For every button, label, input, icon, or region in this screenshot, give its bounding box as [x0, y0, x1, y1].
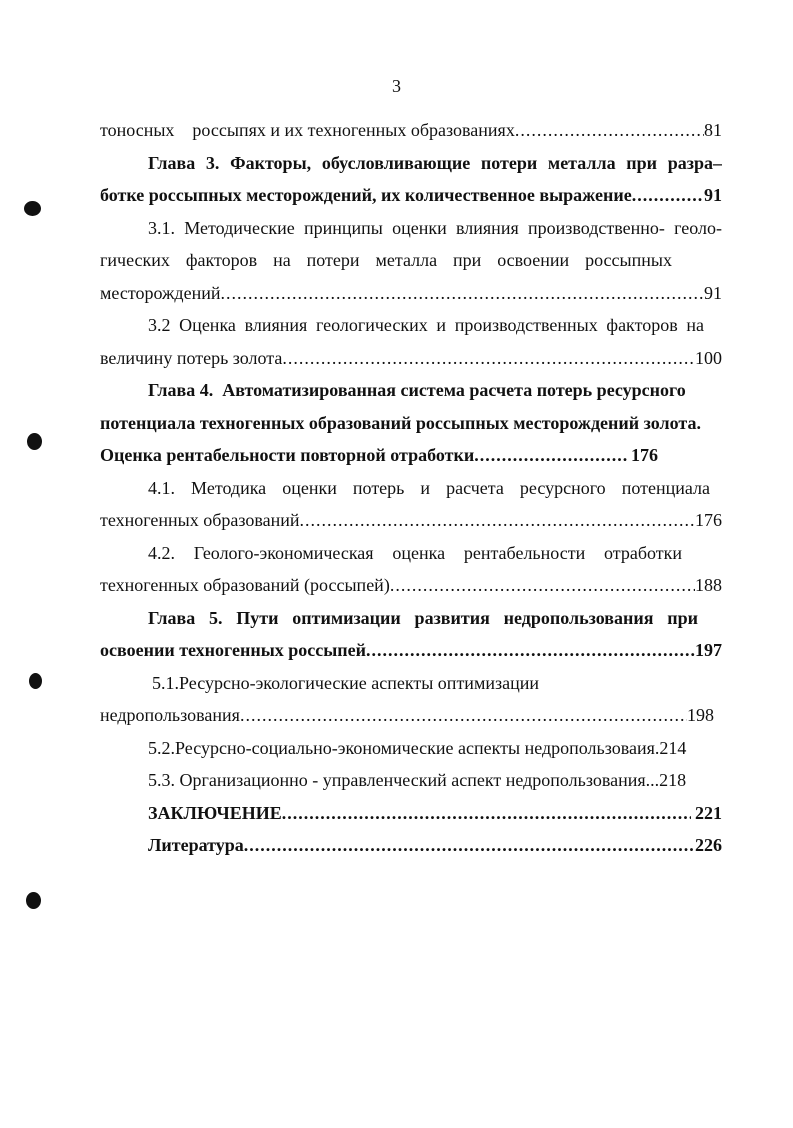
dot-leader: [366, 634, 695, 667]
scan-blot: [27, 433, 42, 450]
section-4-2-end: [100, 569, 722, 602]
section-3-2-end: [100, 342, 722, 375]
table-of-contents: [100, 114, 722, 862]
toc-page-number: 176: [695, 510, 722, 530]
dot-leader: [390, 569, 695, 602]
section-5-1-end: [100, 699, 722, 732]
toc-entry-text: Оценка рентабельности повторной отработки: [100, 445, 475, 465]
chapter-4-heading-cont: потенциала техногенных образований россыпных месторождений золота.: [100, 412, 701, 433]
dot-leader: [474, 439, 626, 472]
toc-entry-text: ЗАКЛЮЧЕНИЕ: [148, 802, 282, 823]
toc-page-number: 81: [704, 120, 722, 140]
toc-page-number: 100: [695, 347, 722, 368]
chapter-5-heading-end: [100, 634, 722, 667]
section-4-2: 4.2. Геолого-экономическая оценка рентабельности отработки: [148, 542, 682, 563]
scan-blot: [29, 673, 42, 689]
chapter-3-heading: Глава 3. Факторы, обусловливающие потери металла при разра–: [148, 152, 722, 173]
section-3-1-cont: гических факторов на потери металла при освоении россыпных: [100, 250, 672, 270]
section-3-1-end: [100, 277, 722, 310]
page-number: 3: [392, 76, 401, 96]
toc-page-number: 188: [695, 575, 722, 595]
chapter-3-heading-end: [100, 179, 722, 212]
toc-page-number: 221: [690, 802, 722, 823]
chapter-5-heading: Глава 5. Пути оптимизации развития недропользования при: [148, 607, 698, 628]
dot-leader: [515, 114, 704, 147]
toc-entry-text: тоносных россыпях и их техногенных образованиях: [100, 120, 515, 140]
toc-page-number: 91: [704, 185, 722, 205]
section-3-1: 3.1. Методические принципы оценки влияния производственно- геоло-: [148, 217, 722, 238]
toc-entry-text: Литература: [148, 835, 244, 855]
section-5-2: 5.2.Ресурсно-социально-экономические аспекты недропользоваия.214: [148, 737, 687, 758]
toc-page-number: 197: [695, 640, 722, 660]
dot-leader: [282, 342, 695, 375]
toc-page-number: 226: [695, 835, 722, 855]
toc-entry-text: техногенных образований: [100, 510, 300, 530]
chapter-4-heading: Глава 4. Автоматизированная система расчета потерь ресурсного: [148, 380, 686, 400]
toc-entry-text: ботке россыпных месторождений, их количественное выражение: [100, 185, 632, 205]
toc-entry-text: величину потерь золота: [100, 347, 283, 368]
section-4-1: 4.1. Методика оценки потерь и расчета ресурсного потенциала: [148, 477, 710, 498]
section-4-1-end: [100, 504, 722, 537]
dot-leader: [282, 797, 691, 830]
scan-blot: [24, 201, 41, 216]
literature-entry: [100, 829, 722, 862]
toc-page-number: 91: [704, 282, 722, 303]
section-3-2: 3.2 Оценка влияния геологических и производственных факторов на: [148, 315, 704, 335]
toc-page-number: 176: [626, 445, 658, 465]
section-5-1: 5.1.Ресурсно-экологические аспекты оптимизации: [152, 672, 539, 693]
toc-page-number: 198: [687, 705, 714, 725]
conclusion-entry: [100, 797, 722, 830]
toc-entry-2-3: [100, 114, 722, 147]
dot-leader: [300, 504, 695, 537]
dot-leader: [244, 829, 695, 862]
scan-blot: [26, 892, 41, 909]
dot-leader: [240, 699, 687, 732]
toc-entry-text: недропользования: [100, 705, 240, 725]
dot-leader: [632, 179, 704, 212]
toc-entry-text: освоении техногенных россыпей: [100, 640, 367, 660]
section-5-3: 5.3. Организационно - управленческий аспект недропользования...218: [148, 770, 687, 790]
dot-leader: [220, 277, 704, 310]
toc-entry-text: месторождений: [100, 282, 221, 303]
toc-entry-text: техногенных образований (россыпей): [100, 575, 390, 595]
chapter-4-heading-end: [100, 439, 722, 472]
